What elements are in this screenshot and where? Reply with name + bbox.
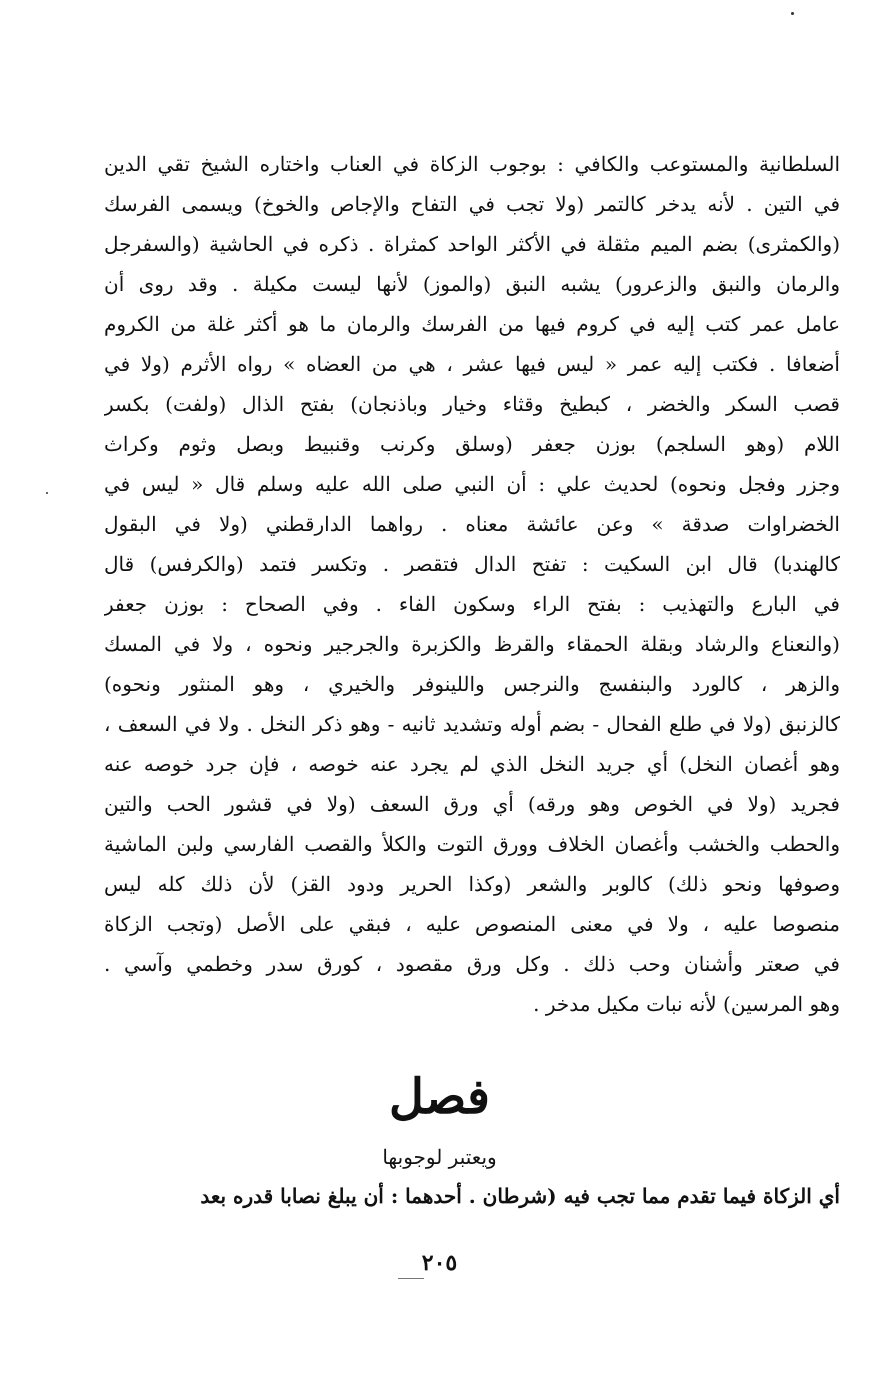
page-number-underline (398, 1278, 424, 1279)
scan-speck (46, 492, 48, 494)
text-line: منصوصا عليه ، ولا في معنى المنصوص عليه ، فبقي على الأصل (وتجب الزكاة (104, 912, 840, 936)
text-line: (والكمثرى) بضم الميم مثقلة في الأكثر الواحد كمثراة . ذكره في الحاشية (والسفرجل (104, 232, 840, 256)
main-text-block (104, 144, 840, 1024)
text-line: أي الزكاة فيما تقدم مما تجب فيه (شرطان . أحدهما : أن يبلغ نصابا قدره بعد (200, 1184, 840, 1208)
text-line: في البارع والتهذيب : بفتح الراء وسكون الفاء . وفي الصحاح : بوزن جعفر (104, 592, 840, 616)
section-heading: فصل (389, 1069, 490, 1125)
text-line: وهو المرسين) لأنه نبات مكيل مدخر . (533, 992, 840, 1016)
text-line: والرمان والنبق والزعرور) يشبه النبق (والموز) لأنها ليست مكيلة . وقد روى أن (104, 272, 840, 296)
text-line: في التين . لأنه يدخر كالتمر (ولا تجب في التفاح والإجاص والخوخ) ويسمى الفرسك (104, 192, 840, 216)
text-line: عامل عمر كتب إليه في كروم فيها من الفرسك والرمان ما هو أكثر غلة من الكروم (104, 312, 840, 336)
text-line: والحطب والخشب وأغصان الخلاف وورق التوت والكلأ والقصب الفارسي ولبن الماشية (104, 832, 840, 856)
scan-speck (791, 12, 794, 15)
text-line: (والنعناع والرشاد وبقلة الحمقاء والقرظ والكزبرة والجرجير ونحوه ، ولا في المسك (104, 632, 840, 656)
text-line: كالزنبق (ولا في طلع الفحال - بضم أوله وتشديد ثانيه - وهو ذكر النخل . ولا في السعف ، (104, 712, 840, 736)
text-line: الخضراوات صدقة » وعن عائشة معناه . رواهما الدارقطني (ولا في البقول (104, 512, 840, 536)
text-line: السلطانية والمستوعب والكافي : بوجوب الزكاة في العناب واختاره الشيخ تقي الدين (104, 152, 840, 176)
text-line: اللام (وهو السلجم) بوزن جعفر (وسلق وكرنب وقنبيط وبصل وثوم وكراث (104, 432, 840, 456)
text-line: أضعافا . فكتب إليه عمر « ليس فيها عشر ، هي من العضاه » رواه الأثرم (ولا في (104, 352, 840, 376)
section-text-block (104, 1176, 840, 1216)
section-subheading: ويعتبر لوجوبها (382, 1145, 497, 1169)
text-line: وهو أغصان النخل) أي جريد النخل الذي لم يجرد عنه خوصه ، فإن جرد خوصه عنه (104, 752, 840, 776)
text-line: كالهندبا) قال ابن السكيت : تفتح الدال فتقصر . وتكسر فتمد (والكرفس) قال (104, 552, 840, 576)
text-line: قصب السكر والخضر ، كبطيخ وقثاء وخيار وباذنجان) بفتح الذال (ولفت) بكسر (104, 392, 840, 416)
page-number: ٢٠٥ (421, 1250, 458, 1276)
text-line: فجريد (ولا في الخوص وهو ورقه) أي ورق السعف (ولا في قشور الحب والتين (104, 792, 840, 816)
text-line: والزهر ، كالورد والبنفسج والنرجس واللينوفر والخيري ، وهو المنثور ونحوه) (104, 672, 840, 696)
text-line: وجزر وفجل ونحوه) لحديث علي : أن النبي صلى الله عليه وسلم قال « ليس في (104, 472, 840, 496)
text-line: وصوفها ونحو ذلك) كالوبر والشعر (وكذا الحرير ودود القز) لأن ذلك كله ليس (104, 872, 840, 896)
text-line: في صعتر وأشنان وحب ذلك . وكل ورق مقصود ، كورق سدر وخطمي وآسي . (104, 952, 840, 976)
